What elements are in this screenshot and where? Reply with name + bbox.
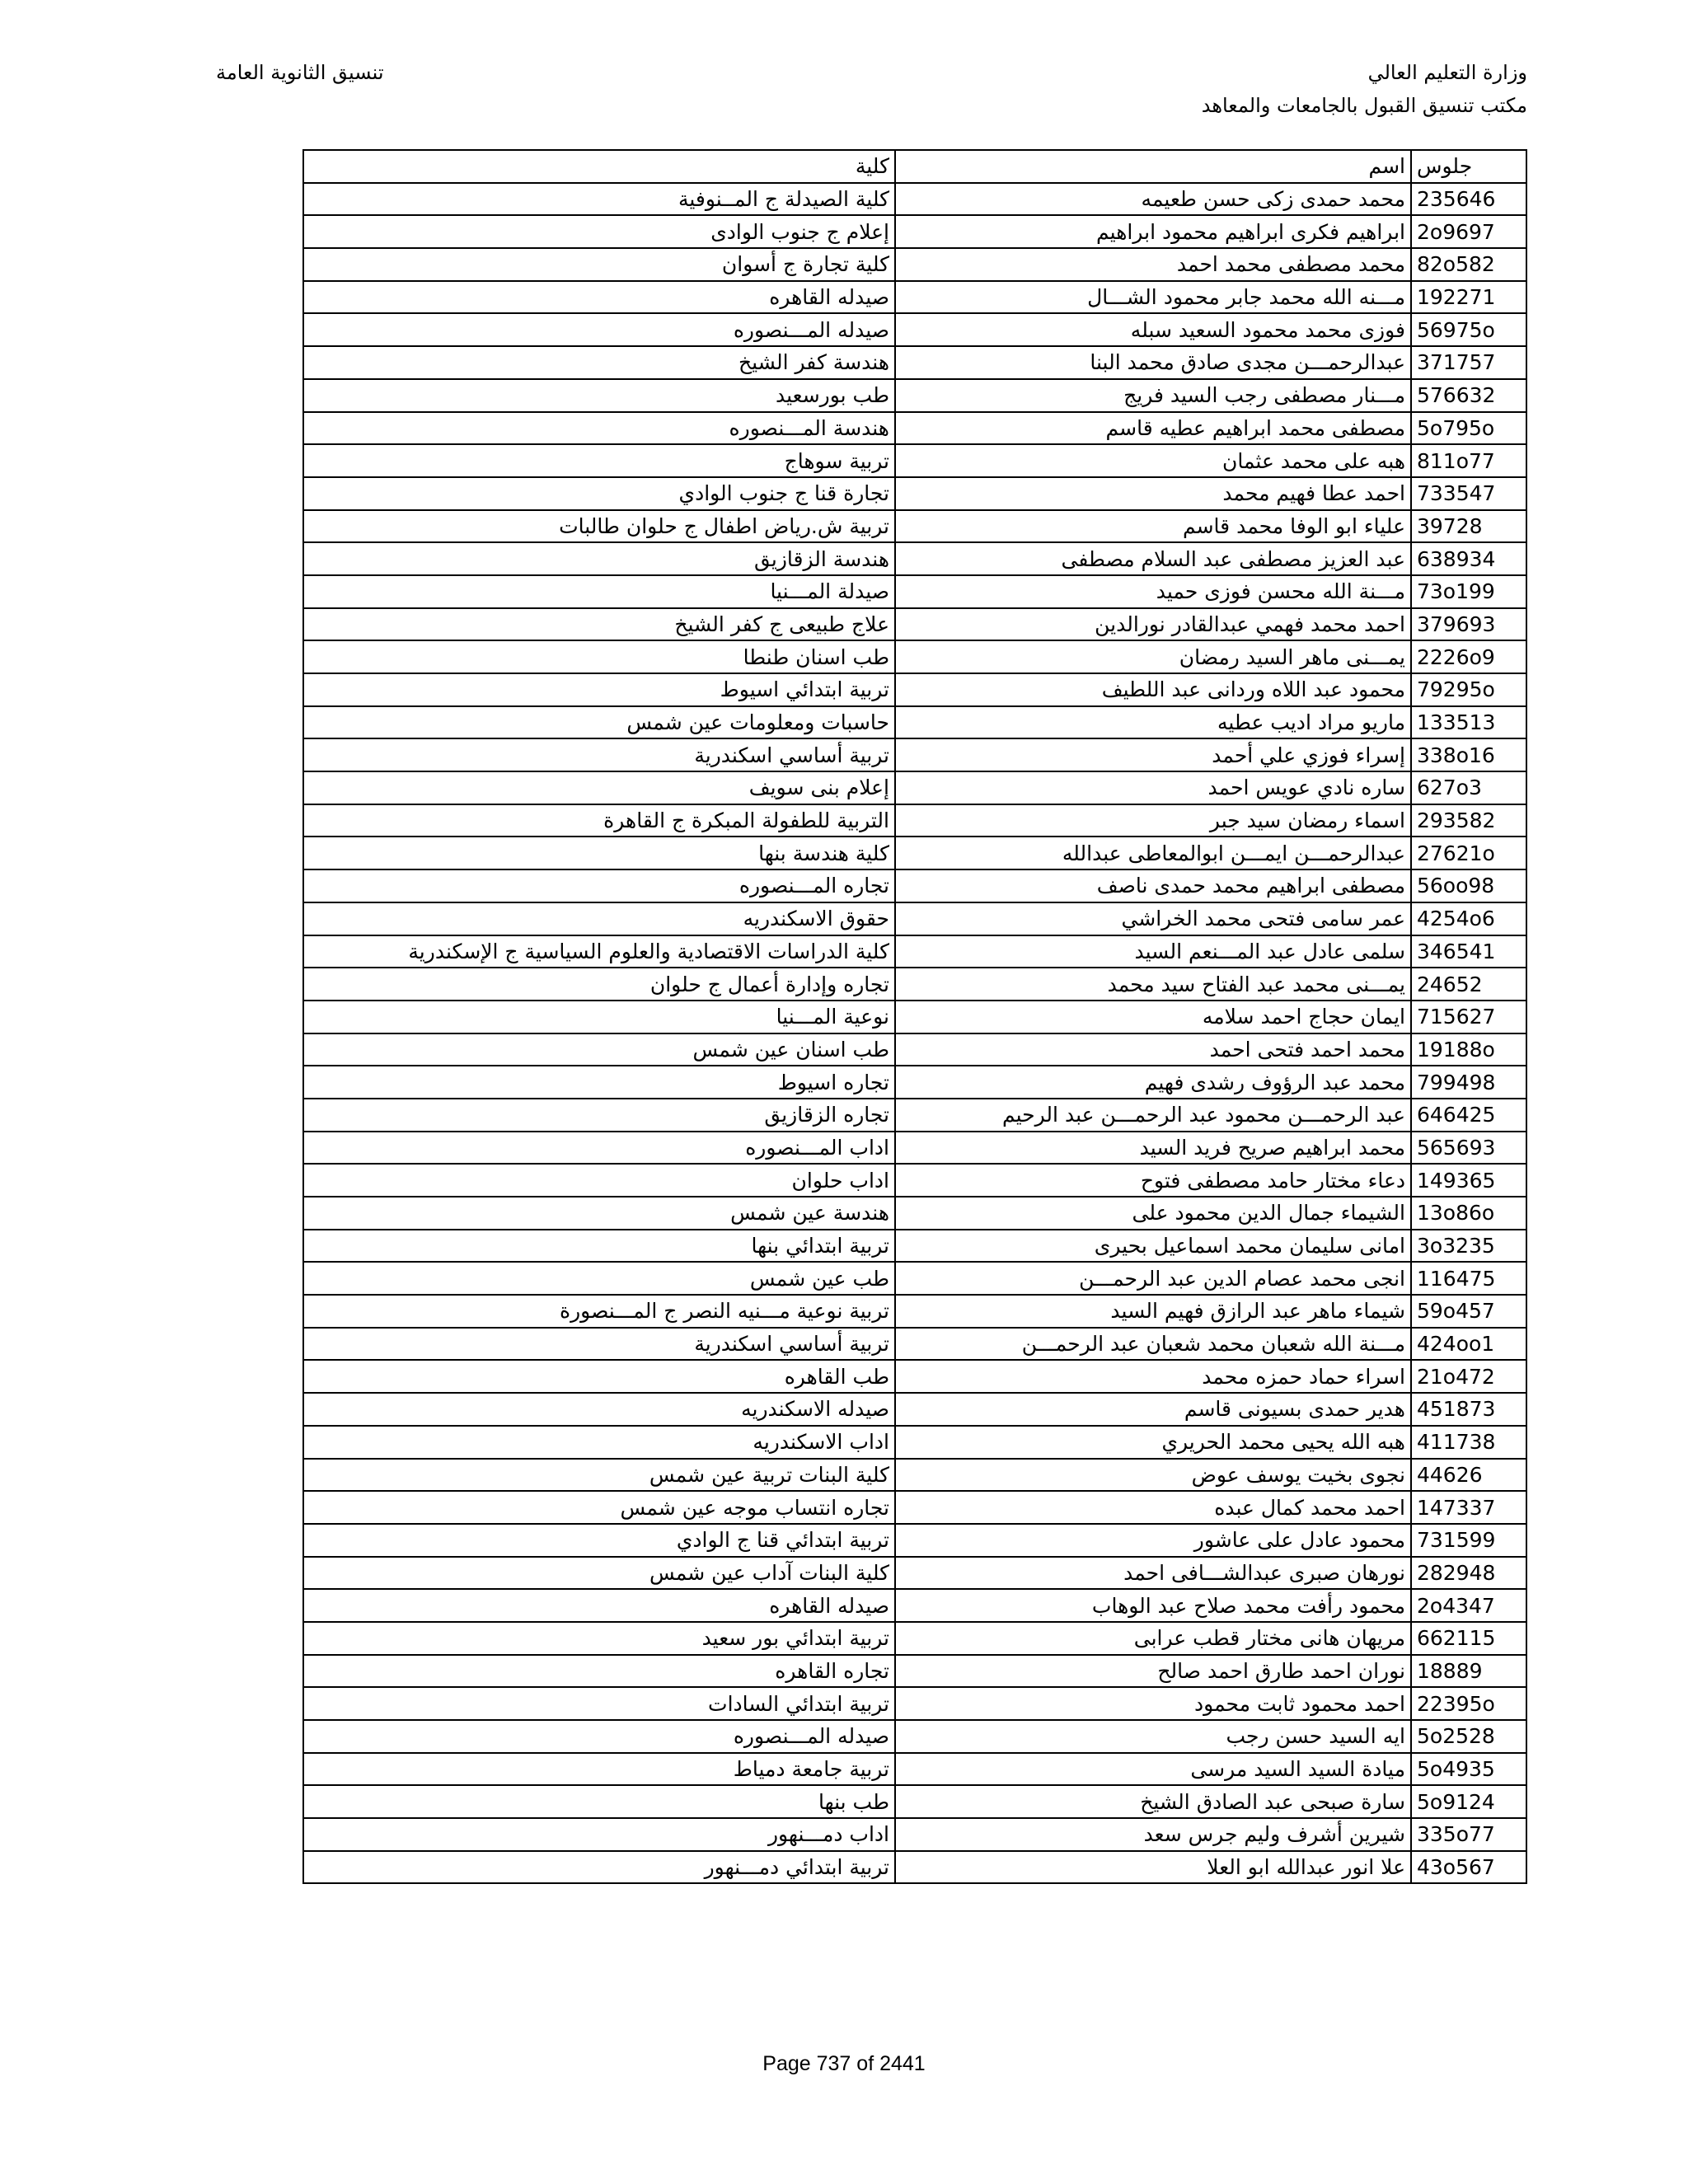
seat-cell: 149365 [1411, 1164, 1526, 1197]
seat-cell: 39728 [1411, 510, 1526, 543]
name-cell: شيرين أشرف وليم جرس سعد [895, 1818, 1411, 1851]
seat-cell: 56975o [1411, 313, 1526, 346]
name-cell: محمود عادل على عاشور [895, 1524, 1411, 1557]
table-row [303, 1328, 1526, 1361]
table-row [303, 346, 1526, 379]
faculty-cell: طب القاهره [303, 1360, 895, 1393]
seat-cell: 24652 [1411, 968, 1526, 1001]
name-cell: مـــنار مصطفى رجب السيد فريج [895, 379, 1411, 412]
page-number: Page 737 of 2441 [762, 2052, 926, 2075]
seat-cell: 21o472 [1411, 1360, 1526, 1393]
seat-cell: 424oo1 [1411, 1328, 1526, 1361]
seat-cell: 627o3 [1411, 771, 1526, 804]
name-cell: احمد محمود ثابت محمود [895, 1687, 1411, 1720]
table-row [303, 608, 1526, 641]
name-cell: هبه على محمد عثمان [895, 444, 1411, 477]
table-row [303, 1132, 1526, 1165]
coordination-header [216, 56, 384, 89]
faculty-cell: اداب حلوان [303, 1164, 895, 1197]
table-row [303, 738, 1526, 771]
faculty-cell: هندسة المـــنصوره [303, 412, 895, 445]
seat-cell: 293582 [1411, 804, 1526, 837]
table-row [303, 1099, 1526, 1132]
name-cell: مـــنة الله شعبان محمد شعبان عبد الرحمـــن [895, 1328, 1411, 1361]
table-row [303, 935, 1526, 968]
faculty-cell: كلية تجارة ج أسوان [303, 248, 895, 281]
table-row [303, 968, 1526, 1001]
seat-cell: 811o77 [1411, 444, 1526, 477]
seat-cell: 565693 [1411, 1132, 1526, 1165]
faculty-cell: صيدله القاهره [303, 281, 895, 314]
table-row [303, 1557, 1526, 1590]
seat-cell: 4254o6 [1411, 902, 1526, 935]
faculty-cell: كلية البنات تربية عين شمس [303, 1459, 895, 1492]
table-row [303, 1720, 1526, 1753]
table-row [303, 1589, 1526, 1622]
table-row [303, 706, 1526, 739]
name-cell: مصطفى ابراهيم محمد حمدى ناصف [895, 869, 1411, 902]
faculty-cell: طب اسنان طنطا [303, 640, 895, 673]
name-cell: يمـــنى محمد عبد الفتاح سيد محمد [895, 968, 1411, 1001]
name-cell: شيماء ماهر عبد الرازق فهيم السيد [895, 1295, 1411, 1328]
table-row [303, 1524, 1526, 1557]
name-cell: محمد ابراهيم صريح فريد السيد [895, 1132, 1411, 1165]
faculty-cell: كلية هندسة بنها [303, 837, 895, 869]
name-cell: انجى محمد عصام الدين عبد الرحمـــن [895, 1262, 1411, 1295]
seat-cell: 346541 [1411, 935, 1526, 968]
seat-cell: 59o457 [1411, 1295, 1526, 1328]
faculty-cell: تربية أساسي اسكندرية [303, 1328, 895, 1361]
faculty-cell: طب اسنان عين شمس [303, 1033, 895, 1066]
name-cell: عبد الرحمـــن محمود عبد الرحمـــن عبد الرحيم [895, 1099, 1411, 1132]
faculty-cell: حقوق الاسكندريه [303, 902, 895, 935]
faculty-cell: صيدله الاسكندريه [303, 1393, 895, 1426]
name-cell: ميادة السيد السيد مرسى [895, 1753, 1411, 1786]
name-cell: فوزى محمد محمود السعيد سبله [895, 313, 1411, 346]
faculty-cell: كلية البنات آداب عين شمس [303, 1557, 895, 1590]
faculty-cell: حاسبات ومعلومات عين شمس [303, 706, 895, 739]
table-row [303, 542, 1526, 575]
seat-cell: 5o795o [1411, 412, 1526, 445]
faculty-cell: طب بورسعيد [303, 379, 895, 412]
table-row [303, 477, 1526, 510]
name-cell: سارة صبحى عبد الصادق الشيخ [895, 1785, 1411, 1818]
table-row [303, 1393, 1526, 1426]
name-cell: محمد حمدى زكى حسن طعيمه [895, 183, 1411, 216]
table-row [303, 1785, 1526, 1818]
table-row [303, 1491, 1526, 1524]
seat-cell: 147337 [1411, 1491, 1526, 1524]
seat-cell: 576632 [1411, 379, 1526, 412]
name-cell: ماريو مراد اديب عطيه [895, 706, 1411, 739]
name-cell: محمد عبد الرؤوف رشدى فهيم [895, 1066, 1411, 1099]
table-row [303, 1164, 1526, 1197]
table-row [303, 1197, 1526, 1230]
admissions-table [302, 149, 1527, 1884]
name-cell: اسراء حماد حمزه محمد [895, 1360, 1411, 1393]
table-row [303, 1295, 1526, 1328]
table-row [303, 510, 1526, 543]
seat-cell: 73o199 [1411, 575, 1526, 608]
seat-cell: 19188o [1411, 1033, 1526, 1066]
name-cell: مـــنة الله محسن فوزى حميد [895, 575, 1411, 608]
seat-cell: 5o2528 [1411, 1720, 1526, 1753]
table-row [303, 771, 1526, 804]
table-row [303, 1001, 1526, 1033]
faculty-cell: تربية أساسي اسكندرية [303, 738, 895, 771]
table-row [303, 215, 1526, 248]
name-cell: ابراهيم فكرى ابراهيم محمود ابراهيم [895, 215, 1411, 248]
table-row [303, 673, 1526, 706]
seat-cell: 3o3235 [1411, 1230, 1526, 1263]
name-cell: ايمان حجاج احمد سلامه [895, 1001, 1411, 1033]
faculty-cell: تجاره وإدارة أعمال ج حلوان [303, 968, 895, 1001]
faculty-cell: اداب الاسكندريه [303, 1426, 895, 1459]
faculty-cell: تربية ابتدائي دمـــنهور [303, 1851, 895, 1884]
name-cell: ايه السيد حسن رجب [895, 1720, 1411, 1753]
seat-cell: 799498 [1411, 1066, 1526, 1099]
faculty-cell: طب بنها [303, 1785, 895, 1818]
seat-cell: 2226o9 [1411, 640, 1526, 673]
table-row [303, 1753, 1526, 1786]
name-cell: مصطفى محمد ابراهيم عطيه قاسم [895, 412, 1411, 445]
faculty-cell: تربية ابتدائي اسيوط [303, 673, 895, 706]
name-cell: محمود عبد اللاه وردانى عبد اللطيف [895, 673, 1411, 706]
seat-cell: 371757 [1411, 346, 1526, 379]
seat-cell: 27621o [1411, 837, 1526, 869]
faculty-cell: إعلام ج جنوب الوادى [303, 215, 895, 248]
table-row [303, 837, 1526, 869]
seat-cell: 715627 [1411, 1001, 1526, 1033]
column-header-faculty: كلية [303, 150, 895, 183]
table-row [303, 1622, 1526, 1655]
name-cell: مريهان هانى مختار قطب عرابى [895, 1622, 1411, 1655]
table-row [303, 1687, 1526, 1720]
seat-cell: 79295o [1411, 673, 1526, 706]
seat-cell: 646425 [1411, 1099, 1526, 1132]
table-row [303, 1262, 1526, 1295]
name-cell: نجوى بخيت يوسف عوض [895, 1459, 1411, 1492]
table-row [303, 1066, 1526, 1099]
name-cell: محمد مصطفى محمد احمد [895, 248, 1411, 281]
faculty-cell: تربية ابتدائي السادات [303, 1687, 895, 1720]
faculty-cell: طب عين شمس [303, 1262, 895, 1295]
seat-cell: 116475 [1411, 1262, 1526, 1295]
seat-cell: 5o9124 [1411, 1785, 1526, 1818]
name-cell: احمد محمد كمال عبده [895, 1491, 1411, 1524]
seat-cell: 5o4935 [1411, 1753, 1526, 1786]
name-cell: عبدالرحمـــن مجدى صادق محمد البنا [895, 346, 1411, 379]
name-cell: محمود رأفت محمد صلاح عبد الوهاب [895, 1589, 1411, 1622]
faculty-cell: تربية جامعة دمياط [303, 1753, 895, 1786]
ministry-title: وزارة التعليم العالي [1367, 61, 1527, 84]
faculty-cell: هندسة عين شمس [303, 1197, 895, 1230]
seat-cell: 335o77 [1411, 1818, 1526, 1851]
seat-cell: 338o16 [1411, 738, 1526, 771]
name-cell: عمر سامى فتحى محمد الخراشي [895, 902, 1411, 935]
faculty-cell: تربية سوهاج [303, 444, 895, 477]
seat-cell: 235646 [1411, 183, 1526, 216]
name-cell: محمد احمد فتحى احمد [895, 1033, 1411, 1066]
faculty-cell: علاج طبيعى ج كفر الشيخ [303, 608, 895, 641]
seat-cell: 379693 [1411, 608, 1526, 641]
seat-cell: 638934 [1411, 542, 1526, 575]
faculty-cell: تجاره الزقازيق [303, 1099, 895, 1132]
faculty-cell: تجارة قنا ج جنوب الوادي [303, 477, 895, 510]
table-row [303, 444, 1526, 477]
name-cell: عبدالرحمـــن ايمـــن ابوالمعاطى عبدالله [895, 837, 1411, 869]
table-row [303, 248, 1526, 281]
name-cell: اسماء رمضان سيد جبر [895, 804, 1411, 837]
table-row [303, 869, 1526, 902]
seat-cell: 56oo98 [1411, 869, 1526, 902]
faculty-cell: كلية الدراسات الاقتصادية والعلوم السياسية ج الإسكندرية [303, 935, 895, 968]
coordination-title: تنسيق الثانوية العامة [216, 61, 384, 84]
office-title: مكتب تنسيق القبول بالجامعات والمعاهد [1201, 94, 1527, 117]
name-cell: امانى سليمان محمد اسماعيل بحيرى [895, 1230, 1411, 1263]
faculty-cell: تجاره انتساب موجه عين شمس [303, 1491, 895, 1524]
table-row [303, 804, 1526, 837]
name-cell: الشيماء جمال الدين محمود على [895, 1197, 1411, 1230]
seat-cell: 2o4347 [1411, 1589, 1526, 1622]
name-cell: علياء ابو الوفا محمد قاسم [895, 510, 1411, 543]
name-cell: ساره نادي عويس احمد [895, 771, 1411, 804]
faculty-cell: تربية ش.رياض اطفال ج حلوان طالبات [303, 510, 895, 543]
faculty-cell: هندسة كفر الشيخ [303, 346, 895, 379]
name-cell: مـــنه الله محمد جابر محمود الشـــال [895, 281, 1411, 314]
table-row [303, 575, 1526, 608]
seat-cell: 44626 [1411, 1459, 1526, 1492]
faculty-cell: التربية للطفولة المبكرة ج القاهرة [303, 804, 895, 837]
seat-cell: 451873 [1411, 1393, 1526, 1426]
table-row [303, 1459, 1526, 1492]
table-row [303, 1426, 1526, 1459]
name-cell: هبه الله يحيى محمد الحريري [895, 1426, 1411, 1459]
seat-cell: 133513 [1411, 706, 1526, 739]
faculty-cell: تربية ابتدائي قنا ج الوادي [303, 1524, 895, 1557]
seat-cell: 43o567 [1411, 1851, 1526, 1884]
name-cell: يمـــنى ماهر السيد رمضان [895, 640, 1411, 673]
seat-cell: 411738 [1411, 1426, 1526, 1459]
table-row [303, 183, 1526, 216]
table-row [303, 281, 1526, 314]
name-cell: سلمى عادل عبد المـــنعم السيد [895, 935, 1411, 968]
seat-cell: 82o582 [1411, 248, 1526, 281]
table-row [303, 1851, 1526, 1884]
table-row [303, 1655, 1526, 1688]
faculty-cell: صيدلة المـــنيا [303, 575, 895, 608]
faculty-cell: تربية نوعية مـــنيه النصر ج المـــنصورة [303, 1295, 895, 1328]
table-row [303, 640, 1526, 673]
table-row [303, 1360, 1526, 1393]
name-cell: عبد العزيز مصطفى عبد السلام مصطفى [895, 542, 1411, 575]
table-row [303, 313, 1526, 346]
faculty-cell: تجاره القاهره [303, 1655, 895, 1688]
seat-cell: 22395o [1411, 1687, 1526, 1720]
name-cell: نوران احمد طارق احمد صالح [895, 1655, 1411, 1688]
name-cell: هدير حمدى بسيونى قاسم [895, 1393, 1411, 1426]
name-cell: دعاء مختار حامد مصطفى فتوح [895, 1164, 1411, 1197]
name-cell: نورهان صبرى عبدالشـــافى احمد [895, 1557, 1411, 1590]
seat-cell: 733547 [1411, 477, 1526, 510]
faculty-cell: إعلام بنى سويف [303, 771, 895, 804]
faculty-cell: تجاره اسيوط [303, 1066, 895, 1099]
ministry-header [1202, 56, 1527, 122]
table-row [303, 1818, 1526, 1851]
seat-cell: 731599 [1411, 1524, 1526, 1557]
table-row [303, 1230, 1526, 1263]
seat-cell: 662115 [1411, 1622, 1526, 1655]
column-header-name: اسم [895, 150, 1411, 183]
table-body [303, 183, 1526, 1884]
seat-cell: 18889 [1411, 1655, 1526, 1688]
table-row [303, 379, 1526, 412]
faculty-cell: كلية الصيدلة ج المــنوفية [303, 183, 895, 216]
name-cell: احمد عطا فهيم محمد [895, 477, 1411, 510]
name-cell: إسراء فوزي علي أحمد [895, 738, 1411, 771]
table-row [303, 1033, 1526, 1066]
faculty-cell: صيدله المـــنصوره [303, 1720, 895, 1753]
faculty-cell: اداب المـــنصوره [303, 1132, 895, 1165]
seat-cell: 13o86o [1411, 1197, 1526, 1230]
faculty-cell: صيدله المـــنصوره [303, 313, 895, 346]
faculty-cell: نوعية المـــنيا [303, 1001, 895, 1033]
faculty-cell: هندسة الزقازيق [303, 542, 895, 575]
faculty-cell: صيدله القاهره [303, 1589, 895, 1622]
column-header-seat: جلوس [1411, 150, 1526, 183]
faculty-cell: تجاره المـــنصوره [303, 869, 895, 902]
table-header-row [303, 150, 1526, 183]
faculty-cell: تربية ابتدائي بنها [303, 1230, 895, 1263]
faculty-cell: اداب دمـــنهور [303, 1818, 895, 1851]
seat-cell: 192271 [1411, 281, 1526, 314]
table-row [303, 902, 1526, 935]
name-cell: علا انور عبدالله ابو العلا [895, 1851, 1411, 1884]
name-cell: احمد محمد فهمي عبدالقادر نورالدين [895, 608, 1411, 641]
table-row [303, 412, 1526, 445]
seat-cell: 2o9697 [1411, 215, 1526, 248]
seat-cell: 282948 [1411, 1557, 1526, 1590]
faculty-cell: تربية ابتدائي بور سعيد [303, 1622, 895, 1655]
